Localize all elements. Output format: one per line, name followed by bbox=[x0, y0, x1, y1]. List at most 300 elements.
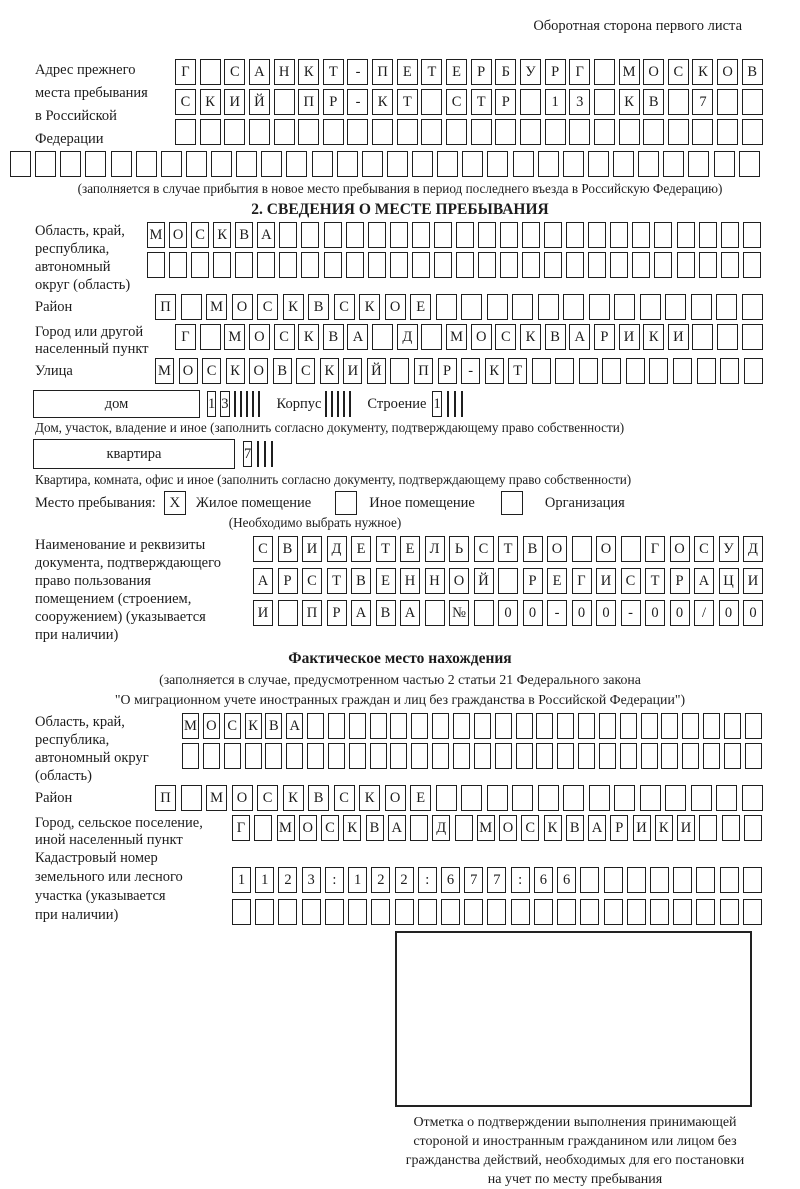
char-box[interactable] bbox=[390, 743, 407, 769]
char-box[interactable]: 6 bbox=[534, 867, 553, 893]
char-box[interactable]: Р bbox=[545, 59, 566, 85]
char-box[interactable]: 7 bbox=[243, 441, 252, 467]
char-box[interactable] bbox=[511, 899, 530, 925]
char-box[interactable]: Л bbox=[425, 536, 445, 562]
char-box[interactable]: 7 bbox=[692, 89, 713, 115]
char-box[interactable] bbox=[588, 151, 609, 177]
char-box[interactable] bbox=[696, 899, 715, 925]
char-box[interactable] bbox=[136, 151, 157, 177]
char-box[interactable] bbox=[673, 899, 692, 925]
char-box[interactable]: И bbox=[224, 89, 245, 115]
char-box[interactable] bbox=[370, 743, 387, 769]
char-box[interactable] bbox=[461, 294, 482, 320]
char-box[interactable] bbox=[697, 358, 716, 384]
char-box[interactable]: П bbox=[302, 600, 322, 626]
char-box[interactable]: А bbox=[588, 815, 606, 841]
char-box[interactable]: Й bbox=[249, 89, 270, 115]
char-box[interactable] bbox=[461, 391, 463, 417]
char-box[interactable] bbox=[191, 252, 209, 278]
char-box[interactable]: Р bbox=[327, 600, 347, 626]
char-box[interactable] bbox=[111, 151, 132, 177]
char-box[interactable]: 1 bbox=[432, 391, 441, 417]
char-box[interactable]: К bbox=[213, 222, 231, 248]
char-box[interactable] bbox=[343, 391, 345, 417]
char-box[interactable] bbox=[323, 119, 344, 145]
char-box[interactable]: А bbox=[347, 324, 368, 350]
char-box[interactable]: С bbox=[334, 294, 355, 320]
char-box[interactable] bbox=[522, 222, 540, 248]
char-box[interactable]: 7 bbox=[487, 867, 506, 893]
char-box[interactable] bbox=[557, 713, 574, 739]
char-box[interactable] bbox=[545, 119, 566, 145]
char-box[interactable]: Т bbox=[327, 568, 347, 594]
char-box[interactable] bbox=[632, 222, 650, 248]
char-box[interactable] bbox=[387, 151, 408, 177]
char-box[interactable]: К bbox=[343, 815, 361, 841]
char-box[interactable] bbox=[516, 743, 533, 769]
char-box[interactable]: М bbox=[277, 815, 295, 841]
char-box[interactable] bbox=[500, 222, 518, 248]
char-box[interactable] bbox=[673, 358, 692, 384]
char-box[interactable] bbox=[453, 743, 470, 769]
char-box[interactable] bbox=[279, 222, 297, 248]
char-box[interactable]: К bbox=[298, 59, 319, 85]
char-box[interactable] bbox=[279, 252, 297, 278]
char-box[interactable] bbox=[743, 867, 762, 893]
char-box[interactable]: С bbox=[253, 536, 273, 562]
char-box[interactable] bbox=[302, 899, 321, 925]
char-box[interactable] bbox=[563, 785, 584, 811]
char-box[interactable] bbox=[677, 222, 695, 248]
char-box[interactable] bbox=[236, 151, 257, 177]
char-box[interactable] bbox=[716, 785, 737, 811]
char-box[interactable] bbox=[434, 252, 452, 278]
char-box[interactable] bbox=[563, 151, 584, 177]
char-box[interactable] bbox=[703, 713, 720, 739]
char-box[interactable] bbox=[522, 252, 540, 278]
char-box[interactable]: Г bbox=[569, 59, 590, 85]
char-box[interactable]: А bbox=[351, 600, 371, 626]
char-box[interactable] bbox=[742, 294, 763, 320]
char-box[interactable]: Г bbox=[175, 59, 196, 85]
char-box[interactable]: 2 bbox=[371, 867, 390, 893]
char-box[interactable]: М bbox=[446, 324, 467, 350]
char-box[interactable] bbox=[249, 119, 270, 145]
char-box[interactable] bbox=[721, 252, 739, 278]
char-box[interactable] bbox=[412, 252, 430, 278]
char-box[interactable] bbox=[650, 899, 669, 925]
char-box[interactable]: Т bbox=[323, 59, 344, 85]
char-box[interactable] bbox=[661, 713, 678, 739]
char-box[interactable] bbox=[640, 785, 661, 811]
char-box[interactable]: - bbox=[547, 600, 567, 626]
char-box[interactable] bbox=[498, 568, 518, 594]
char-box[interactable]: К bbox=[359, 294, 380, 320]
char-box[interactable] bbox=[724, 713, 741, 739]
char-box[interactable] bbox=[421, 324, 442, 350]
char-box[interactable] bbox=[390, 358, 409, 384]
char-box[interactable]: И bbox=[596, 568, 616, 594]
char-box[interactable]: В bbox=[351, 568, 371, 594]
char-box[interactable]: И bbox=[668, 324, 689, 350]
char-box[interactable] bbox=[60, 151, 81, 177]
char-box[interactable]: 2 bbox=[278, 867, 297, 893]
char-box[interactable]: К bbox=[544, 815, 562, 841]
char-box[interactable]: О bbox=[385, 294, 406, 320]
char-box[interactable]: М bbox=[619, 59, 640, 85]
char-box[interactable]: Т bbox=[508, 358, 527, 384]
char-box[interactable]: Т bbox=[376, 536, 396, 562]
char-box[interactable] bbox=[512, 294, 533, 320]
char-box[interactable] bbox=[589, 785, 610, 811]
char-box[interactable] bbox=[362, 151, 383, 177]
char-box[interactable]: С bbox=[668, 59, 689, 85]
char-box[interactable] bbox=[745, 713, 762, 739]
char-box[interactable] bbox=[594, 59, 615, 85]
char-box[interactable] bbox=[720, 899, 739, 925]
char-box[interactable] bbox=[301, 252, 319, 278]
char-box[interactable] bbox=[699, 815, 717, 841]
char-box[interactable]: 7 bbox=[464, 867, 483, 893]
char-box[interactable]: О bbox=[169, 222, 187, 248]
char-box[interactable] bbox=[743, 899, 762, 925]
char-box[interactable]: К bbox=[245, 713, 262, 739]
char-box[interactable]: В bbox=[323, 324, 344, 350]
char-box[interactable] bbox=[410, 815, 428, 841]
char-box[interactable]: Е bbox=[376, 568, 396, 594]
char-box[interactable] bbox=[649, 358, 668, 384]
char-box[interactable] bbox=[325, 899, 344, 925]
char-box[interactable] bbox=[312, 151, 333, 177]
char-box[interactable]: Е bbox=[400, 536, 420, 562]
char-box[interactable] bbox=[566, 252, 584, 278]
char-box[interactable]: Р bbox=[438, 358, 457, 384]
char-box[interactable] bbox=[641, 713, 658, 739]
char-box[interactable]: И bbox=[343, 358, 362, 384]
char-box[interactable] bbox=[721, 222, 739, 248]
char-box[interactable] bbox=[716, 294, 737, 320]
char-box[interactable] bbox=[620, 713, 637, 739]
char-box[interactable] bbox=[516, 713, 533, 739]
char-box[interactable] bbox=[175, 119, 196, 145]
char-box[interactable] bbox=[328, 743, 345, 769]
char-box[interactable] bbox=[692, 324, 713, 350]
char-box[interactable] bbox=[512, 785, 533, 811]
char-box[interactable] bbox=[274, 119, 295, 145]
char-box[interactable]: - bbox=[347, 59, 368, 85]
char-box[interactable] bbox=[411, 743, 428, 769]
char-box[interactable] bbox=[307, 743, 324, 769]
char-box[interactable] bbox=[520, 89, 541, 115]
char-box[interactable]: 1 bbox=[348, 867, 367, 893]
char-box[interactable]: М bbox=[182, 713, 199, 739]
char-box[interactable] bbox=[495, 119, 516, 145]
char-box[interactable]: В bbox=[523, 536, 543, 562]
char-box[interactable] bbox=[557, 743, 574, 769]
char-box[interactable] bbox=[453, 713, 470, 739]
char-box[interactable]: В bbox=[308, 785, 329, 811]
char-box[interactable] bbox=[538, 294, 559, 320]
char-box[interactable] bbox=[487, 294, 508, 320]
char-box[interactable]: № bbox=[449, 600, 469, 626]
char-box[interactable] bbox=[286, 743, 303, 769]
char-box[interactable] bbox=[161, 151, 182, 177]
char-box[interactable] bbox=[620, 743, 637, 769]
char-box[interactable] bbox=[643, 119, 664, 145]
char-box[interactable] bbox=[742, 89, 763, 115]
char-box[interactable] bbox=[441, 899, 460, 925]
char-box[interactable]: В bbox=[265, 713, 282, 739]
char-box[interactable]: Е bbox=[410, 294, 431, 320]
char-box[interactable] bbox=[181, 785, 202, 811]
char-box[interactable] bbox=[692, 119, 713, 145]
char-box[interactable] bbox=[599, 713, 616, 739]
char-box[interactable] bbox=[578, 743, 595, 769]
char-box[interactable]: И bbox=[633, 815, 651, 841]
char-box[interactable]: 1 bbox=[255, 867, 274, 893]
char-box[interactable] bbox=[434, 222, 452, 248]
char-box[interactable]: Г bbox=[645, 536, 665, 562]
char-box[interactable] bbox=[200, 324, 221, 350]
char-box[interactable] bbox=[397, 119, 418, 145]
char-box[interactable]: С bbox=[224, 713, 241, 739]
char-box[interactable]: Т bbox=[645, 568, 665, 594]
char-box[interactable]: С bbox=[321, 815, 339, 841]
char-box[interactable]: К bbox=[359, 785, 380, 811]
char-box[interactable]: 0 bbox=[670, 600, 690, 626]
char-box[interactable]: О bbox=[232, 785, 253, 811]
char-box[interactable]: С bbox=[446, 89, 467, 115]
char-box[interactable]: О bbox=[643, 59, 664, 85]
char-box[interactable]: С bbox=[202, 358, 221, 384]
char-box[interactable]: Н bbox=[425, 568, 445, 594]
char-box[interactable]: В bbox=[366, 815, 384, 841]
char-box[interactable]: Г bbox=[175, 324, 196, 350]
char-box[interactable]: М bbox=[206, 785, 227, 811]
char-box[interactable] bbox=[10, 151, 31, 177]
char-box[interactable]: К bbox=[283, 294, 304, 320]
char-box[interactable]: О bbox=[670, 536, 690, 562]
char-box[interactable] bbox=[691, 294, 712, 320]
char-box[interactable] bbox=[532, 358, 551, 384]
char-box[interactable]: Н bbox=[274, 59, 295, 85]
char-box[interactable] bbox=[520, 119, 541, 145]
char-box[interactable] bbox=[654, 252, 672, 278]
char-box[interactable] bbox=[495, 743, 512, 769]
char-box[interactable]: 1 bbox=[232, 867, 251, 893]
char-box[interactable]: Б bbox=[495, 59, 516, 85]
char-box[interactable]: И bbox=[677, 815, 695, 841]
char-box[interactable] bbox=[544, 222, 562, 248]
char-box[interactable]: В bbox=[278, 536, 298, 562]
char-box[interactable] bbox=[599, 743, 616, 769]
char-box[interactable] bbox=[588, 222, 606, 248]
char-box[interactable] bbox=[325, 391, 327, 417]
char-box[interactable]: К bbox=[485, 358, 504, 384]
char-box[interactable]: О bbox=[449, 568, 469, 594]
char-box[interactable] bbox=[487, 785, 508, 811]
char-box[interactable] bbox=[580, 867, 599, 893]
char-box[interactable]: Р bbox=[471, 59, 492, 85]
char-box[interactable] bbox=[240, 391, 242, 417]
char-box[interactable]: - bbox=[621, 600, 641, 626]
char-box[interactable]: О bbox=[179, 358, 198, 384]
char-box[interactable] bbox=[337, 151, 358, 177]
char-box[interactable] bbox=[627, 867, 646, 893]
char-box[interactable]: О bbox=[232, 294, 253, 320]
char-box[interactable] bbox=[682, 743, 699, 769]
char-box[interactable] bbox=[337, 391, 339, 417]
char-box[interactable] bbox=[717, 119, 738, 145]
char-box[interactable]: К bbox=[283, 785, 304, 811]
char-box[interactable]: : bbox=[511, 867, 530, 893]
char-box[interactable]: К bbox=[643, 324, 664, 350]
char-box[interactable] bbox=[536, 743, 553, 769]
char-box[interactable]: К bbox=[226, 358, 245, 384]
char-box[interactable] bbox=[619, 119, 640, 145]
char-box[interactable]: К bbox=[655, 815, 673, 841]
char-box[interactable]: М bbox=[224, 324, 245, 350]
char-box[interactable] bbox=[147, 252, 165, 278]
char-box[interactable] bbox=[372, 324, 393, 350]
char-box[interactable] bbox=[627, 899, 646, 925]
char-box[interactable] bbox=[200, 59, 221, 85]
char-box[interactable] bbox=[213, 252, 231, 278]
char-box[interactable]: 0 bbox=[645, 600, 665, 626]
char-box[interactable] bbox=[742, 119, 763, 145]
char-box[interactable]: У bbox=[719, 536, 739, 562]
char-box[interactable]: С bbox=[257, 294, 278, 320]
zhiloe-checkbox[interactable]: X bbox=[164, 491, 186, 515]
char-box[interactable]: П bbox=[298, 89, 319, 115]
char-box[interactable]: М bbox=[155, 358, 174, 384]
char-box[interactable]: 0 bbox=[719, 600, 739, 626]
char-box[interactable] bbox=[745, 743, 762, 769]
char-box[interactable] bbox=[563, 294, 584, 320]
char-box[interactable]: 2 bbox=[395, 867, 414, 893]
char-box[interactable]: С bbox=[694, 536, 714, 562]
char-box[interactable]: С bbox=[621, 568, 641, 594]
char-box[interactable] bbox=[663, 151, 684, 177]
char-box[interactable]: О bbox=[547, 536, 567, 562]
char-box[interactable] bbox=[278, 899, 297, 925]
char-box[interactable]: К bbox=[619, 89, 640, 115]
char-box[interactable] bbox=[594, 119, 615, 145]
char-box[interactable] bbox=[487, 899, 506, 925]
char-box[interactable]: А bbox=[569, 324, 590, 350]
char-box[interactable] bbox=[370, 713, 387, 739]
char-box[interactable]: О bbox=[717, 59, 738, 85]
char-box[interactable] bbox=[224, 743, 241, 769]
char-box[interactable]: М bbox=[477, 815, 495, 841]
char-box[interactable] bbox=[346, 222, 364, 248]
char-box[interactable] bbox=[324, 252, 342, 278]
char-box[interactable] bbox=[720, 867, 739, 893]
char-box[interactable] bbox=[566, 222, 584, 248]
char-box[interactable] bbox=[328, 713, 345, 739]
char-box[interactable] bbox=[668, 119, 689, 145]
char-box[interactable]: С bbox=[521, 815, 539, 841]
char-box[interactable]: С bbox=[191, 222, 209, 248]
char-box[interactable] bbox=[301, 222, 319, 248]
char-box[interactable] bbox=[474, 600, 494, 626]
char-box[interactable]: К bbox=[372, 89, 393, 115]
char-box[interactable]: К bbox=[298, 324, 319, 350]
char-box[interactable]: А bbox=[694, 568, 714, 594]
char-box[interactable] bbox=[478, 222, 496, 248]
char-box[interactable] bbox=[456, 252, 474, 278]
char-box[interactable]: - bbox=[347, 89, 368, 115]
char-box[interactable]: К bbox=[520, 324, 541, 350]
char-box[interactable] bbox=[538, 785, 559, 811]
char-box[interactable] bbox=[474, 743, 491, 769]
char-box[interactable]: Т bbox=[498, 536, 518, 562]
char-box[interactable] bbox=[390, 713, 407, 739]
char-box[interactable] bbox=[274, 89, 295, 115]
char-box[interactable] bbox=[641, 743, 658, 769]
char-box[interactable]: Т bbox=[397, 89, 418, 115]
char-box[interactable] bbox=[722, 815, 740, 841]
char-box[interactable]: В bbox=[545, 324, 566, 350]
char-box[interactable]: О bbox=[471, 324, 492, 350]
char-box[interactable]: С bbox=[495, 324, 516, 350]
char-box[interactable]: С bbox=[175, 89, 196, 115]
char-box[interactable]: К bbox=[200, 89, 221, 115]
char-box[interactable]: А bbox=[257, 222, 275, 248]
char-box[interactable] bbox=[264, 441, 266, 467]
char-box[interactable]: 0 bbox=[743, 600, 763, 626]
char-box[interactable]: И bbox=[619, 324, 640, 350]
char-box[interactable] bbox=[668, 89, 689, 115]
char-box[interactable] bbox=[677, 252, 695, 278]
char-box[interactable]: С bbox=[334, 785, 355, 811]
char-box[interactable]: О bbox=[203, 713, 220, 739]
char-box[interactable] bbox=[347, 119, 368, 145]
char-box[interactable] bbox=[513, 151, 534, 177]
char-box[interactable]: 1 bbox=[207, 391, 216, 417]
char-box[interactable]: Р bbox=[523, 568, 543, 594]
char-box[interactable]: И bbox=[302, 536, 322, 562]
char-box[interactable]: О bbox=[249, 358, 268, 384]
char-box[interactable] bbox=[742, 324, 763, 350]
char-box[interactable]: Й bbox=[474, 568, 494, 594]
char-box[interactable] bbox=[349, 743, 366, 769]
char-box[interactable] bbox=[258, 391, 260, 417]
char-box[interactable]: И bbox=[253, 600, 273, 626]
char-box[interactable] bbox=[654, 222, 672, 248]
char-box[interactable] bbox=[464, 899, 483, 925]
char-box[interactable] bbox=[604, 899, 623, 925]
char-box[interactable]: С bbox=[302, 568, 322, 594]
char-box[interactable] bbox=[614, 294, 635, 320]
char-box[interactable]: А bbox=[400, 600, 420, 626]
char-box[interactable] bbox=[271, 441, 273, 467]
char-box[interactable]: Р bbox=[594, 324, 615, 350]
char-box[interactable]: А bbox=[253, 568, 273, 594]
char-box[interactable] bbox=[349, 713, 366, 739]
char-box[interactable]: 0 bbox=[572, 600, 592, 626]
char-box[interactable] bbox=[454, 391, 456, 417]
char-box[interactable] bbox=[368, 252, 386, 278]
char-box[interactable] bbox=[602, 358, 621, 384]
char-box[interactable]: В bbox=[566, 815, 584, 841]
char-box[interactable]: М bbox=[147, 222, 165, 248]
char-box[interactable] bbox=[589, 294, 610, 320]
char-box[interactable] bbox=[432, 713, 449, 739]
char-box[interactable]: Т bbox=[471, 89, 492, 115]
char-box[interactable] bbox=[186, 151, 207, 177]
char-box[interactable] bbox=[579, 358, 598, 384]
